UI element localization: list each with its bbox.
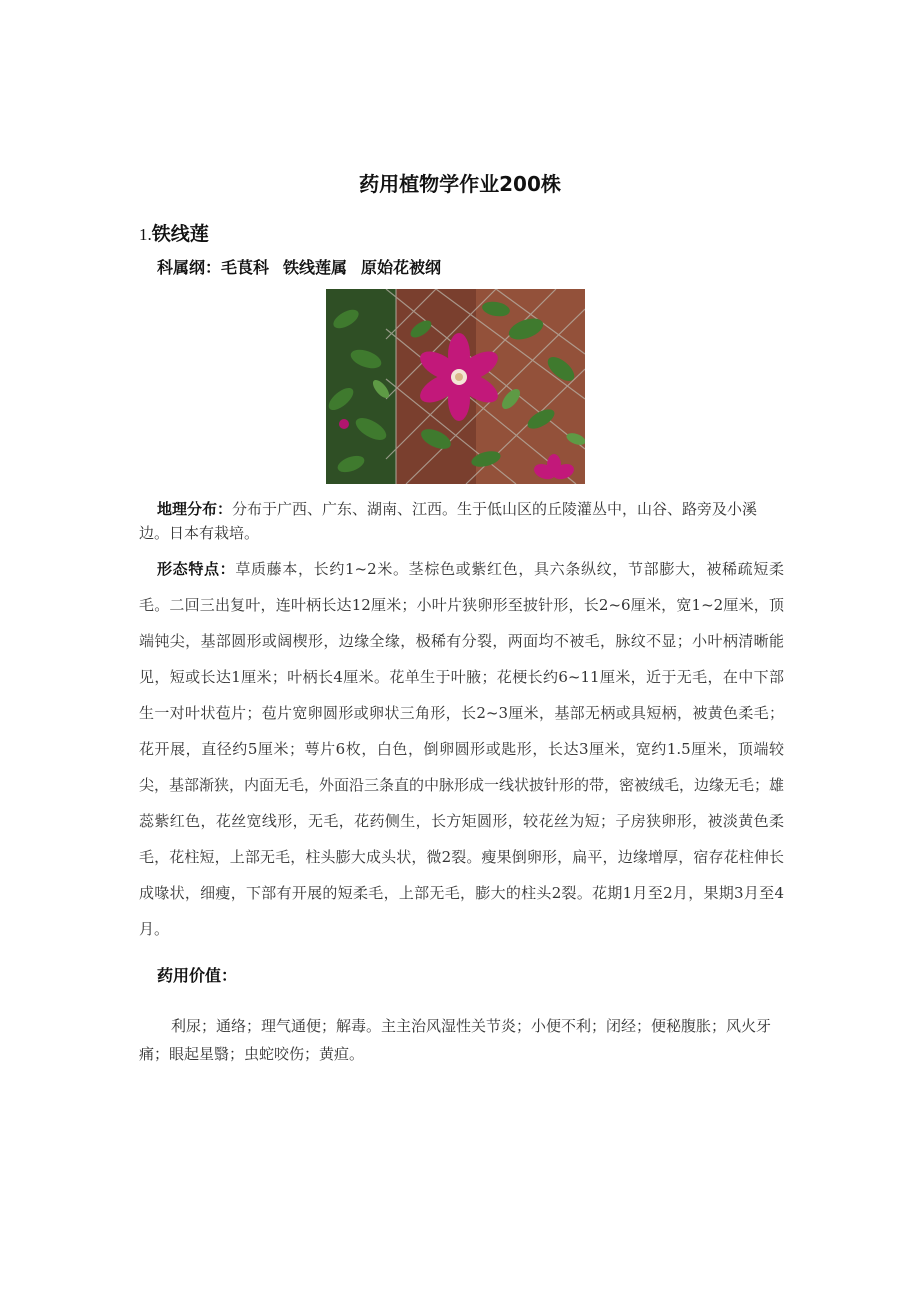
entry-name: 铁线莲: [151, 223, 209, 245]
distribution-label: 地理分布：: [157, 500, 233, 518]
taxonomy-line: [157, 256, 455, 280]
entry-number: 1.: [139, 225, 152, 244]
morphology-text: 草质藤本，长约1~2米。茎棕色或紫红色，具六条纵纹，节部膨大，被稀疏短柔毛。二回三出复叶，连叶柄长达12厘米；小叶片狭卵形至披针形，长2~6厘米，宽1~2厘米，顶端钝尖，基部圆形或阔楔形，边缘全缘，极稀有分裂，两面均不被毛，脉纹不显；小叶柄清晰能见，短或长达1厘米；叶柄长4厘米。花单生于叶腋；花梗长约6~11厘米，近于无毛，在中下部生一对叶状苞片；苞片宽卵圆形或卵状三角形，长2~3厘米，基部无柄或具短柄，被黄色柔毛；花开展，直径约5厘米；萼片6枚，白色，倒卵圆形或匙形，长达3厘米，宽约1.5厘米，顶端较尖，基部渐狭，内面无毛，外面沿三条直的中脉形成一线状披针形的带，密被绒毛，边缘无毛；雄蕊紫红色，花丝宽线形，无毛，花药侧生，长方矩圆形，较花丝为短；子房狭卵形，被淡黄色柔毛，花柱短，上部无毛，柱头膨大成头状，微2裂。瘦果倒卵形，扁平，边缘增厚，宿存花柱伸长成喙状，细瘦，下部有开展的短柔毛，上部无毛，膨大的柱头2裂。花期1月至2月，果期3月至4月。: [139, 560, 785, 938]
taxonomy-genus: 铁线莲属: [283, 258, 348, 277]
clematis-photo-illustration: [326, 289, 585, 484]
medicinal-text: 利尿；通络；理气通便；解毒。主主治风湿性关节炎；小便不利；闭经；便秘腹胀；风火牙痛；眼起星翳；虫蛇咬伤；黄疸。: [139, 1017, 772, 1063]
morphology-label: 形态特点：: [157, 560, 236, 578]
distribution-text: 分布于广西、广东、湖南、江西。生于低山区的丘陵灌丛中，山谷、路旁及小溪边。日本有栽培。: [139, 500, 758, 542]
taxonomy-class: 原始花被纲: [361, 258, 442, 277]
morphology-paragraph: [139, 551, 784, 947]
entry-heading: [139, 218, 209, 250]
taxonomy-family: 毛茛科: [221, 258, 270, 277]
page-title: 药用植物学作业200株: [359, 172, 561, 196]
plant-photo: [326, 289, 585, 484]
medicinal-label: 药用价值：: [157, 966, 238, 985]
taxonomy-label: 科属纲：: [157, 258, 222, 277]
distribution-paragraph: [139, 497, 784, 545]
